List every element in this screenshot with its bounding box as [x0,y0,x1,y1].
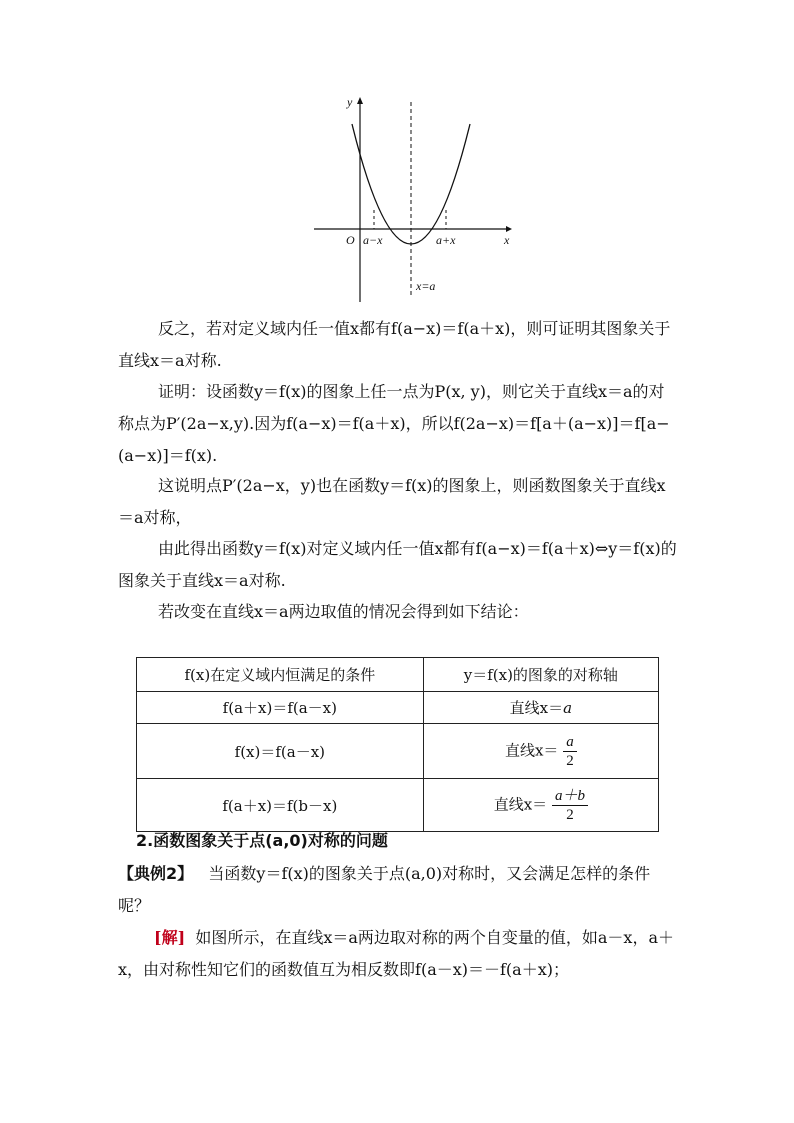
axis-prefix: 直线x＝ [493,795,548,813]
paragraph-text: 若改变在直线x＝a两边取值的情况会得到如下结论： [158,602,529,621]
example-paragraph [118,858,678,922]
axis-fraction [563,733,577,770]
paragraph-converse [118,313,678,377]
origin-label: O [346,233,355,247]
parabola-curve [352,124,470,244]
symmetry-table [136,657,659,832]
axis-prefix: 直线x＝ [509,699,564,717]
example-text: 当函数y＝f(x)的图象关于点(a,0)对称时，又会满足怎样的条件呢？ [118,864,651,915]
paragraph-text: 由此得出函数y＝f(x)对定义域内任一值x都有f(a−x)＝f(a＋x)⇔y＝f(x)的图象关于直线x＝a对称. [118,539,677,590]
table-row [137,779,659,832]
y-axis-label: y [347,95,353,109]
solution-label: [解] [154,928,186,947]
solution-text: 如图所示，在直线x＝a两边取对称的两个自变量的值，如a－x，a＋x，由对称性知它们的函数值互为相反数即f(a－x)＝－f(a＋x)； [118,928,674,979]
table-cell-axis [423,724,658,779]
fraction-denominator: 2 [566,806,574,823]
table-header-condition: f(x)在定义域内恒满足的条件 [137,658,424,692]
paragraph-text: 证明：设函数y＝f(x)的图象上任一点为P(x, y)，则它关于直线x＝a的对称点为P′(2a−x,y).因为f(a−x)＝f(a＋x)，所以f(2a−x)＝f[a＋(a−x)]＝f[a−(a−x)]＝f(x). [118,382,670,465]
table-row [137,692,659,724]
paragraph-lead-in [118,596,678,628]
table-cell-axis [423,692,658,724]
axis-value: a [563,699,573,717]
table-row [137,724,659,779]
fraction-numerator: a [566,733,574,750]
paragraph-conclusion [118,533,678,597]
axis-fraction [552,787,588,824]
axis-line-label: x=a [416,279,436,293]
table-cell-condition: f(a＋x)＝f(a－x) [137,692,424,724]
right-point-label: a+x [436,233,456,247]
fraction-numerator: a＋b [554,787,585,804]
section-heading: 2.函数图象关于点(a,0)对称的问题 [136,831,388,850]
table-header-row [137,658,659,692]
paragraph-text: 反之，若对定义域内任一值x都有f(a−x)＝f(a＋x)，则可证明其图象关于直线x＝a对称. [118,319,671,370]
fraction-denominator: 2 [566,752,574,769]
paragraph-proof [118,376,678,472]
left-point-label: a−x [363,233,383,247]
table-cell-axis [423,779,658,832]
y-axis-arrow [357,97,363,104]
solution-paragraph [118,922,678,986]
table-cell-condition: f(x)＝f(a－x) [137,724,424,779]
axis-prefix: 直线x＝ [504,741,559,759]
x-axis-arrow [506,226,512,232]
table-cell-condition: f(a＋x)＝f(b－x) [137,779,424,832]
x-axis-label: x [504,233,510,247]
paragraph-explain [118,470,678,534]
parabola-figure [300,92,520,304]
paragraph-text: 这说明点P′(2a−x，y)也在函数y＝f(x)的图象上，则函数图象关于直线x＝a对称， [118,476,666,527]
example-label: 【典例2】 [118,864,194,883]
table-header-axis: y＝f(x)的图象的对称轴 [423,658,658,692]
